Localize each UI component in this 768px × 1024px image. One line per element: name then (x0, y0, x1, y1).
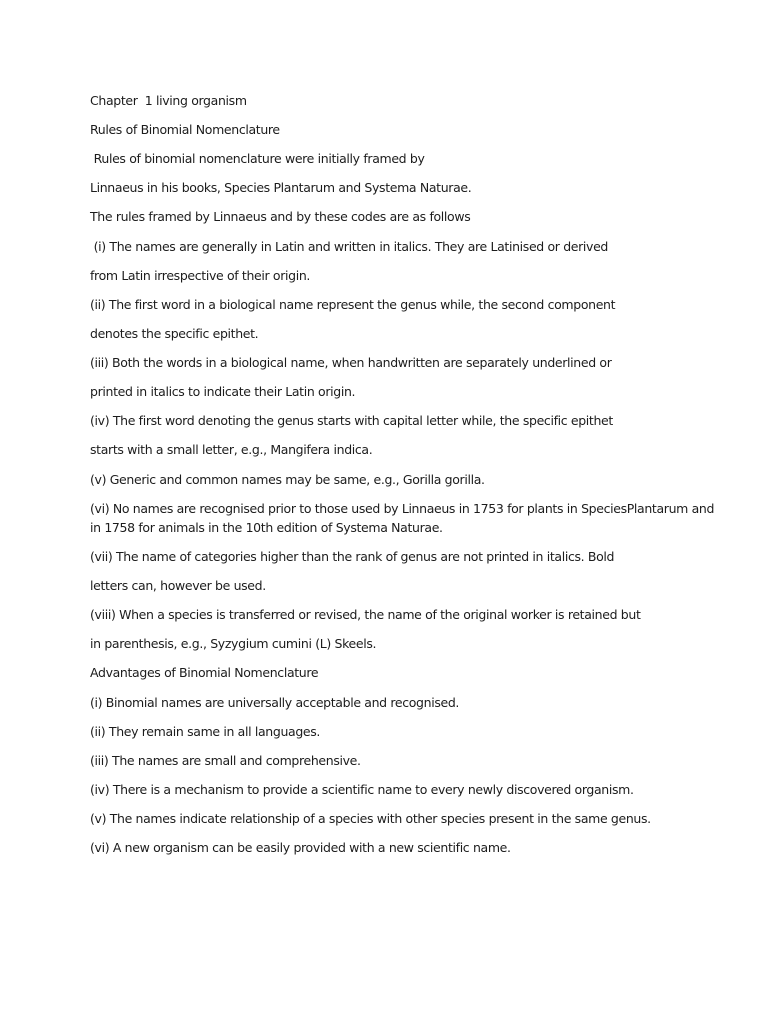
advantage-line: (v) The names indicate relationship of a species with other species present in the same genus. (90, 811, 651, 826)
rule-line: (vi) No names are recognised prior to those used by Linnaeus in 1753 for plants in SpeciesPlantarum and (90, 501, 715, 516)
advantage-line: (iii) The names are small and comprehensive. (90, 753, 361, 768)
intro-line: The rules framed by Linnaeus and by these codes are as follows (90, 209, 471, 224)
rule-line: letters can, however be used. (90, 578, 266, 593)
advantage-line: (iv) There is a mechanism to provide a scientific name to every newly discovered organism. (90, 782, 634, 797)
advantage-line: (i) Binomial names are universally acceptable and recognised. (90, 695, 460, 710)
rule-line: from Latin irrespective of their origin. (90, 268, 311, 283)
rule-line: (vii) The name of categories higher than the rank of genus are not printed in italics. Bold (90, 549, 615, 564)
section-heading-advantages: Advantages of Binomial Nomenclature (90, 665, 319, 680)
rule-line: in 1758 for animals in the 10th edition of Systema Naturae. (90, 520, 443, 535)
rule-line: (iii) Both the words in a biological name, when handwritten are separately underlined or (90, 355, 612, 370)
advantage-line: (ii) They remain same in all languages. (90, 724, 321, 739)
advantage-line: (vi) A new organism can be easily provided with a new scientific name. (90, 840, 511, 855)
rule-line: (ii) The first word in a biological name represent the genus while, the second component (90, 297, 616, 312)
rule-line: starts with a small letter, e.g., Mangifera indica. (90, 442, 373, 457)
chapter-title: Chapter 1 living organism (90, 93, 247, 108)
rule-line: (v) Generic and common names may be same, e.g., Gorilla gorilla. (90, 472, 485, 487)
intro-line: Rules of binomial nomenclature were initially framed by (90, 151, 425, 166)
section-heading-rules: Rules of Binomial Nomenclature (90, 122, 280, 137)
rule-line: (viii) When a species is transferred or revised, the name of the original worker is retained but (90, 607, 641, 622)
rule-line: printed in italics to indicate their Latin origin. (90, 384, 356, 399)
rule-line: (iv) The first word denoting the genus starts with capital letter while, the specific epithet (90, 413, 613, 428)
rule-line: (i) The names are generally in Latin and written in italics. They are Latinised or derived (90, 239, 609, 254)
intro-line: Linnaeus in his books, Species Plantarum and Systema Naturae. (90, 180, 472, 195)
rule-line: denotes the specific epithet. (90, 326, 259, 341)
rule-line: in parenthesis, e.g., Syzygium cumini (L) Skeels. (90, 636, 377, 651)
